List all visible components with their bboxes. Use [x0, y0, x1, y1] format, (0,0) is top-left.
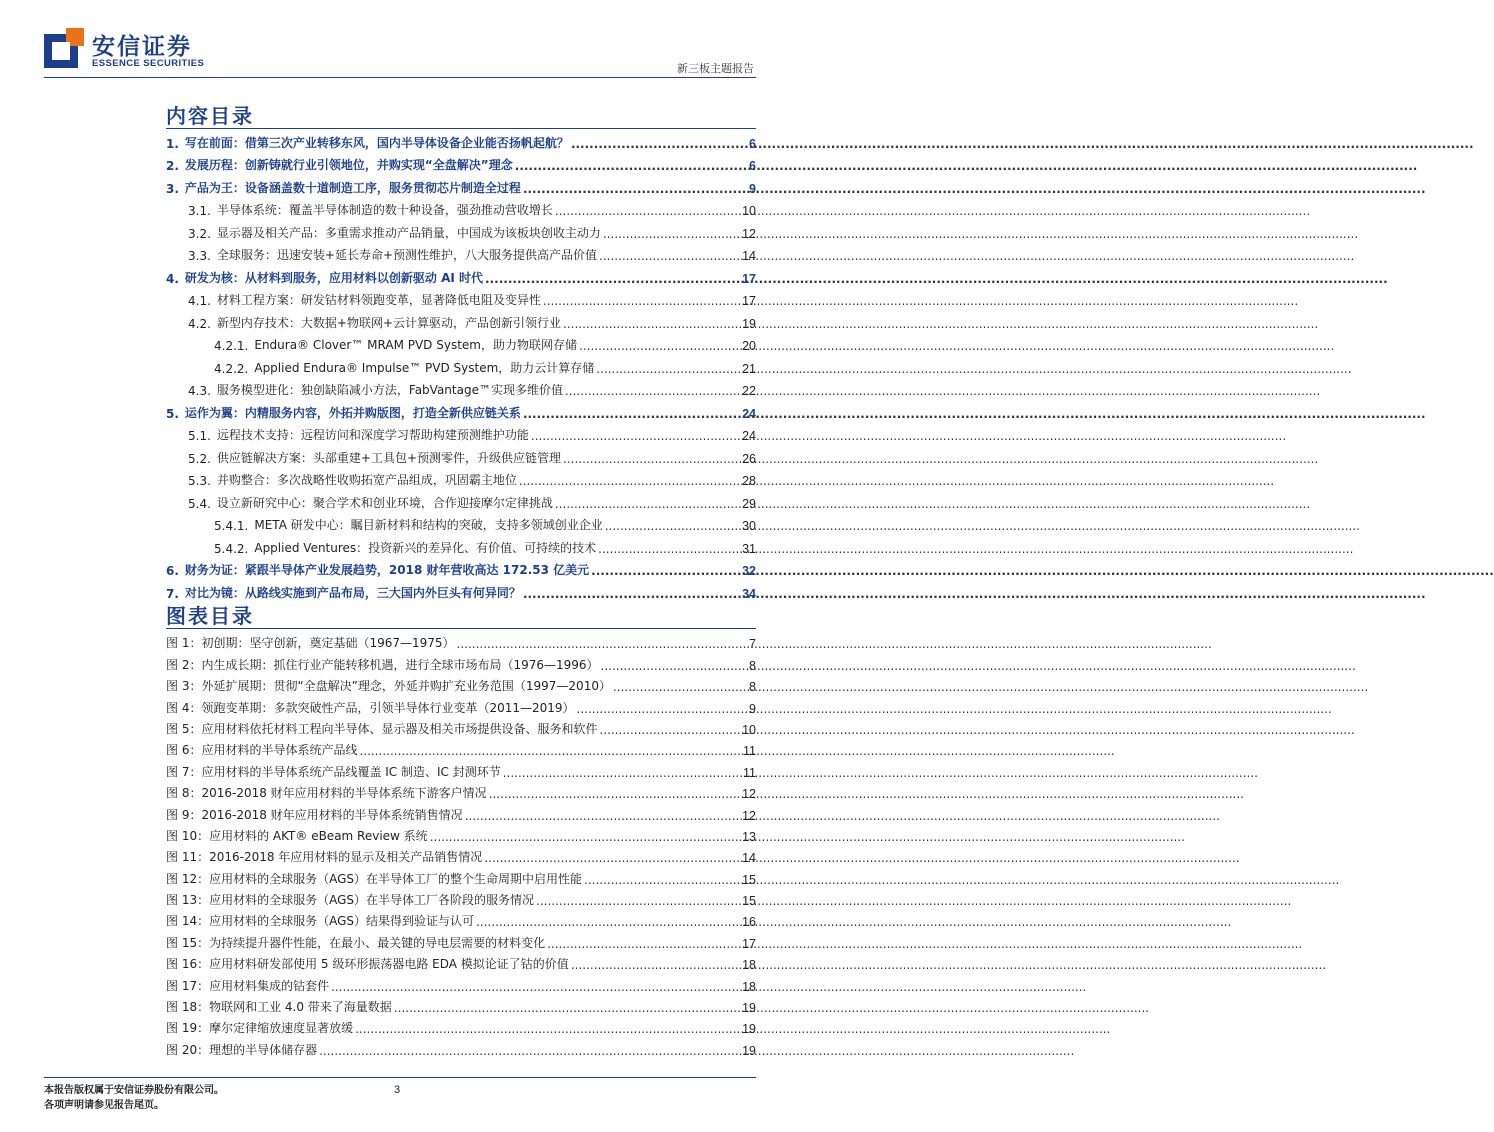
toc-entry-number: 3.3.	[188, 249, 211, 263]
toc-leader-dots	[605, 519, 740, 533]
figure-entry[interactable]	[166, 737, 756, 758]
toc-entry-title: 研发为核：从材料到服务，应用材料以创新驱动 AI 时代	[184, 270, 484, 285]
toc-entry-page: 6	[749, 159, 756, 173]
toc-entry-page: 14	[742, 249, 756, 263]
toc-entry-title: 供应链解决方案：头部重建+工具包+预测零件，升级供应链管理	[216, 450, 562, 465]
toc-entry-number: 3.1.	[188, 204, 211, 218]
toc-entry-title: 远程技术支持：远程访问和深度学习帮助构建预测维护功能	[216, 428, 529, 442]
figure-entry-page: 18	[742, 979, 756, 994]
toc-entry[interactable]	[166, 173, 756, 196]
toc-entry[interactable]	[166, 263, 756, 286]
figure-entry-title: 图 7：应用材料的半导体系统产品线覆盖 IC 制造、IC 封测环节	[166, 764, 501, 779]
toc-entry-page: 24	[742, 406, 756, 421]
figure-leader-dots	[465, 809, 740, 823]
toc-leader-dots	[555, 204, 740, 218]
figure-entry[interactable]	[166, 994, 756, 1015]
figure-entry-title: 图 17：应用材料集成的钴套件	[166, 978, 330, 993]
toc-entry-page: 10	[742, 204, 756, 218]
figure-entry-title: 图 6：应用材料的半导体系统产品线	[166, 743, 358, 758]
figure-entry[interactable]	[166, 1036, 756, 1057]
toc-leader-dots	[596, 362, 740, 376]
figure-entry-page: 12	[742, 808, 756, 823]
logo-english-name: ESSENCE SECURITIES	[92, 58, 205, 69]
toc-entry-title: Applied Ventures：投资新兴的差异化、有价值、可持续的技术	[254, 540, 597, 555]
figure-leader-dots	[489, 787, 740, 801]
toc-entry-number: 5.2.	[188, 451, 211, 466]
figure-leader-dots	[571, 958, 740, 972]
figure-entry-page: 14	[742, 851, 756, 866]
figure-entry-page: 17	[742, 936, 756, 951]
figure-entry-page: 11	[743, 765, 756, 780]
toc-leader-dots	[555, 497, 740, 511]
toc-entry-title: META 研发中心：瞩目新材料和结构的突破，支持多领域创业企业	[254, 518, 603, 532]
figure-leader-dots	[319, 1044, 740, 1058]
toc-leader-dots	[485, 272, 740, 286]
toc-leader-dots	[523, 587, 740, 601]
toc-entry-page: 12	[742, 226, 756, 241]
figures-list	[166, 630, 756, 1058]
toc-entry[interactable]	[166, 218, 756, 241]
figure-entry[interactable]	[166, 908, 756, 929]
toc-entry-page: 29	[742, 496, 756, 511]
figure-entry-title: 图 18：物联网和工业 4.0 带来了海量数据	[166, 1000, 392, 1015]
figure-entry-title: 图 13：应用材料的全球服务（AGS）在半导体工厂各阶段的服务情况	[166, 893, 535, 908]
toc-entry-number: 4.1.	[188, 294, 211, 308]
toc-leader-dots	[591, 564, 740, 578]
toc-entry-title: 材料工程方案：研发钴材料领跑变革，显著降低电阻及变异性	[216, 293, 541, 307]
toc-entry[interactable]	[166, 488, 756, 511]
toc-leader-dots	[565, 384, 740, 398]
toc-entry-page: 19	[742, 316, 756, 331]
toc-entry-title: 半导体系统：覆盖半导体制造的数十种设备，强劲推动营收增长	[216, 203, 553, 217]
figure-entry[interactable]	[166, 651, 756, 672]
figure-leader-dots	[577, 702, 748, 716]
figure-entry[interactable]	[166, 630, 756, 651]
toc-entry[interactable]	[166, 443, 756, 466]
toc-entry[interactable]	[166, 466, 756, 489]
figure-entry[interactable]	[166, 694, 756, 715]
toc-entry-page: 17	[742, 271, 756, 286]
figure-leader-dots	[359, 744, 741, 758]
footer-divider	[44, 1077, 756, 1078]
figure-entry-page: 12	[742, 787, 756, 802]
figure-leader-dots	[394, 1001, 740, 1015]
toc-entry-number: 5.4.1.	[214, 519, 249, 533]
figure-leader-dots	[355, 1022, 740, 1036]
figure-leader-dots	[430, 830, 740, 844]
toc-leader-dots	[523, 182, 747, 196]
toc-entry-number: 5.	[166, 406, 179, 421]
toc-entry-page: 17	[742, 294, 756, 308]
toc-leader-dots	[599, 249, 740, 263]
figure-entry[interactable]	[166, 887, 756, 908]
figure-entry-page: 15	[742, 872, 756, 887]
figure-leader-dots	[476, 915, 740, 929]
figure-entry[interactable]	[166, 972, 756, 993]
toc-entry-number: 3.2.	[188, 226, 211, 241]
figure-entry-title: 图 11：2016-2018 年应用材料的显示及相关产品销售情况	[166, 850, 483, 865]
figure-entry-title: 图 3：外延扩展期：贯彻“全盘解决”理念，外延并购扩充业务范围（1997—2010）	[166, 679, 611, 694]
figure-entry-page: 8	[749, 680, 756, 695]
logo-chinese-name: 安信证券	[92, 34, 192, 60]
figure-leader-dots	[584, 873, 740, 887]
toc-leader-dots	[543, 294, 740, 308]
toc-entry-title: 写在前面：借第三次产业转移东风，国内半导体设备企业能否扬帆起航？	[184, 135, 569, 150]
toc-entry-title: 新型内存技术：大数据+物联网+云计算驱动，产品创新引领行业	[216, 315, 562, 330]
toc-entry-title: Applied Endura® Impulse™ PVD System，助力云计算存储	[254, 360, 595, 375]
toc-entry-number: 3.	[166, 181, 179, 196]
toc-entry-page: 6	[749, 136, 756, 151]
figure-entry-page: 19	[742, 1022, 756, 1037]
figure-entry-title: 图 19：摩尔定律缩放速度显著放缓	[166, 1021, 354, 1036]
toc-leader-dots	[579, 339, 740, 353]
figure-leader-dots	[599, 723, 740, 737]
toc-entry-number: 1.	[166, 136, 179, 151]
figure-entry-page: 13	[742, 829, 756, 844]
toc-entry-title: 并购整合：多次战略性收购拓宽产品组成，巩固霸主地位	[216, 473, 517, 487]
figure-leader-dots	[601, 659, 748, 673]
figure-entry-title: 图 5：应用材料依托材料工程向半导体、显示器及相关市场提供设备、服务和软件	[166, 721, 598, 736]
page-header	[0, 0, 800, 80]
toc-entry[interactable]	[166, 128, 756, 151]
toc-entry[interactable]	[166, 331, 756, 354]
toc-entry-title: Endura® Clover™ MRAM PVD System，助力物联网存储	[254, 338, 577, 352]
toc-entry-page: 34	[742, 586, 756, 601]
figure-entry[interactable]	[166, 929, 756, 950]
toc-leader-dots	[515, 159, 747, 173]
toc-entry[interactable]	[166, 308, 756, 331]
toc-entry-title: 财务为证：紧跟半导体产业发展趋势，2018 财年营收高达 172.53 亿美元	[184, 563, 590, 577]
figure-entry-title: 图 9：2016-2018 财年应用材料的半导体系统销售情况	[166, 807, 463, 822]
toc-entry-number: 4.2.1.	[214, 339, 249, 353]
toc-leader-dots	[523, 407, 740, 421]
toc-entry-number: 6.	[166, 564, 179, 578]
toc-entry[interactable]	[166, 511, 756, 534]
footer-copyright: 本报告版权属于安信证券股份有限公司。	[44, 1085, 224, 1096]
figure-entry-page: 19	[742, 1043, 756, 1058]
figure-entry-page: 15	[742, 894, 756, 909]
toc-leader-dots	[571, 137, 747, 151]
figures-title: 图表目录	[166, 604, 254, 628]
toc-entry-page: 26	[742, 451, 756, 466]
toc-entry-page: 28	[742, 474, 756, 488]
toc-entry[interactable]	[166, 286, 756, 309]
toc-entry-title: 产品为王：设备涵盖数十道制造工序，服务贯彻芯片制造全过程	[184, 180, 521, 195]
footer-disclaimer	[44, 1083, 224, 1113]
essence-logo-icon	[44, 28, 84, 68]
figure-entry-page: 7	[749, 637, 756, 652]
figure-leader-dots	[536, 894, 740, 908]
toc-leader-dots	[563, 452, 740, 466]
figure-leader-dots	[331, 980, 740, 994]
figure-entry-page: 9	[749, 701, 756, 716]
toc-entry-page: 32	[742, 564, 756, 578]
header-divider	[44, 77, 756, 78]
figure-entry-page: 11	[743, 744, 756, 759]
toc-entry-title: 发展历程：创新铸就行业引领地位，并购实现“全盘解决”理念	[184, 158, 513, 172]
toc-entry-number: 5.1.	[188, 429, 211, 443]
toc-list	[166, 128, 756, 601]
toc-entry-number: 5.4.2.	[214, 541, 249, 556]
figure-entry-title: 图 2：内生成长期：抓住行业产能转移机遇，进行全球市场布局（1976—1996）	[166, 657, 599, 672]
figure-entry-title: 图 16：应用材料研发部使用 5 级环形振荡器电路 EDA 模拟论证了钴的价值	[166, 957, 569, 972]
toc-leader-dots	[519, 474, 740, 488]
footer-notice: 各项声明请参见报告尾页。	[44, 1100, 164, 1111]
toc-entry-number: 4.	[166, 271, 179, 286]
toc-entry[interactable]	[166, 421, 756, 444]
figure-entry-title: 图 8：2016-2018 财年应用材料的半导体系统下游客户情况	[166, 786, 487, 801]
toc-title: 内容目录	[166, 104, 254, 128]
figure-leader-dots	[503, 766, 741, 780]
toc-entry-number: 4.3.	[188, 384, 211, 398]
figure-entry[interactable]	[166, 673, 756, 694]
toc-entry-page: 22	[742, 384, 756, 398]
toc-entry-number: 5.4.	[188, 496, 211, 511]
toc-entry[interactable]	[166, 556, 756, 579]
toc-entry-number: 2.	[166, 159, 179, 173]
figure-entry[interactable]	[166, 844, 756, 865]
toc-entry-page: 21	[742, 361, 756, 376]
figure-entry[interactable]	[166, 801, 756, 822]
figure-leader-dots	[547, 937, 740, 951]
toc-entry-number: 5.3.	[188, 474, 211, 488]
figure-entry[interactable]	[166, 780, 756, 801]
figure-entry[interactable]	[166, 758, 756, 779]
figure-entry-page: 19	[742, 1001, 756, 1016]
figure-entry-title: 图 4：领跑变革期：多款突破性产品，引领半导体行业变革（2011—2019）	[166, 700, 575, 715]
figure-entry[interactable]	[166, 1015, 756, 1036]
figure-entry-page: 8	[749, 658, 756, 673]
toc-entry-title: 对比为镜：从路线实施到产品布局，三大国内外巨头有何异同？	[184, 585, 521, 600]
figure-leader-dots	[457, 637, 748, 651]
figure-entry[interactable]	[166, 716, 756, 737]
figure-entry-title: 图 14：应用材料的全球服务（AGS）结果得到验证与认可	[166, 914, 475, 929]
toc-entry[interactable]	[166, 196, 756, 219]
figure-entry-page: 18	[742, 958, 756, 973]
figure-entry-title: 图 20：理想的半导体储存器	[166, 1042, 318, 1057]
toc-entry-number: 7.	[166, 586, 179, 601]
report-type-label: 新三板主题报告	[677, 62, 754, 75]
figure-entry[interactable]	[166, 823, 756, 844]
toc-entry-page: 31	[742, 541, 756, 556]
toc-entry[interactable]	[166, 533, 756, 556]
figure-entry-page: 10	[742, 722, 756, 737]
figure-entry-title: 图 12：应用材料的全球服务（AGS）在半导体工厂的整个生命周期中启用性能	[166, 871, 583, 886]
page-number: 3	[394, 1084, 401, 1096]
toc-entry-number: 4.2.2.	[214, 361, 249, 376]
figure-entry-page: 16	[742, 915, 756, 930]
toc-entry-title: 全球服务：迅速安装+延长寿命+预测性维护，八大服务提供高产品价值	[216, 248, 598, 262]
toc-entry[interactable]	[166, 241, 756, 264]
toc-entry-page: 30	[742, 519, 756, 533]
toc-entry-page: 20	[742, 339, 756, 353]
toc-leader-dots	[598, 542, 740, 556]
toc-entry[interactable]	[166, 353, 756, 376]
toc-entry[interactable]	[166, 398, 756, 421]
toc-leader-dots	[563, 317, 740, 331]
figure-entry[interactable]	[166, 951, 756, 972]
figure-leader-dots	[613, 680, 747, 694]
toc-entry-number: 4.2.	[188, 316, 211, 331]
toc-entry[interactable]	[166, 376, 756, 399]
toc-leader-dots	[603, 227, 740, 241]
toc-entry[interactable]	[166, 578, 756, 601]
figure-entry-title: 图 15：为持续提升器件性能，在最小、最关键的导电层需要的材料变化	[166, 935, 546, 950]
figure-entry[interactable]	[166, 865, 756, 886]
figures-title-divider	[166, 628, 756, 629]
toc-entry-title: 服务模型进化：独创缺陷减小方法，FabVantage™实现多维价值	[216, 383, 563, 397]
toc-entry[interactable]	[166, 151, 756, 174]
toc-entry-page: 9	[749, 181, 756, 196]
toc-entry-page: 24	[742, 429, 756, 443]
figure-entry-title: 图 1：初创期：坚守创新，奠定基础（1967—1975）	[166, 636, 455, 651]
figure-leader-dots	[484, 851, 740, 865]
toc-entry-title: 显示器及相关产品：多重需求推动产品销量，中国成为该板块创收主动力	[216, 225, 601, 240]
figure-entry-title: 图 10：应用材料的 AKT® eBeam Review 系统	[166, 828, 428, 843]
toc-entry-title: 运作为翼：内精服务内容，外拓并购版图，打造全新供应链关系	[184, 405, 521, 420]
toc-leader-dots	[531, 429, 740, 443]
toc-entry-title: 设立新研究中心：聚合学术和创业环境，合作迎接摩尔定律挑战	[216, 495, 553, 510]
